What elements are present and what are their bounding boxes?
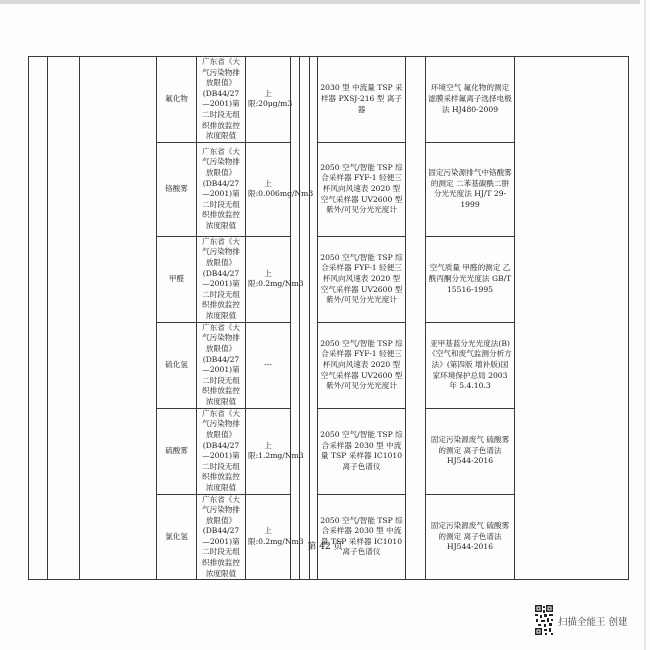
limit-cell: 上限:20μg/m3: [246, 57, 291, 143]
equipment-cell: 2050 空气/智能 TSP 综合采样器 FYF-1 轻便三杯风向风速表 2020 型 空气采样器 UV2600 型 紫外/可见分光光度计: [318, 236, 406, 322]
equipment-cell: 2050 空气/智能 TSP 综合采样器 2030 型 中流量 TSP 采样器 IC1010 离子色谱仪: [318, 494, 406, 580]
blank-cell: [310, 57, 318, 580]
scanner-watermark: 扫描全能王 创建: [558, 617, 628, 628]
method-cell: 空气质量 甲醛的测定 乙酰丙酮分光光度法 GB/T 15516-1995: [426, 236, 515, 322]
blank-cell: [406, 57, 426, 580]
method-cell: 固定污染源废气 硫酸雾的测定 离子色谱法 HJ544-2016: [426, 408, 515, 494]
qr-code-icon: [534, 604, 554, 636]
limit-cell: 上限:1.2mg/Nm3: [246, 408, 291, 494]
equipment-cell: 2050 空气/智能 TSP 综合采样器 FYF-1 轻便三杯风向风速表 2020 型 空气采样器 UV2600 型 紫外/可见分光光度计: [318, 142, 406, 236]
blank-cell: [515, 57, 629, 580]
method-cell: 亚甲基蓝分光光度法(B)《空气和废气监测分析方法》(第四版 增补版)国家环境保护总局 2003 年 5.4.10.3: [426, 322, 515, 408]
method-cell: 固定污染源废气 硫酸雾的测定 离子色谱法 HJ544-2016: [426, 494, 515, 580]
blank-cell: [300, 57, 310, 580]
standard-cell: 广东省《大气污染物排放限值》(DB44/27—2001)第二时段无组织排放监控浓度限值: [197, 408, 246, 494]
equipment-cell: 2030 型 中流量 TSP 采样器 PXSJ-216 型 离子器: [318, 57, 406, 143]
standard-cell: 广东省《大气污染物排放限值》(DB44/27—2001)第二时段无组织排放监控浓度限值: [197, 236, 246, 322]
limit-cell: 上限:0.006mg/Nm3: [246, 142, 291, 236]
page-number: 第 42 页: [307, 542, 343, 552]
pollutant-name: 硫酸雾: [157, 408, 197, 494]
standard-cell: 广东省《大气污染物排放限值》(DB44/27—2001)第二时段无组织排放监控浓度限值: [197, 322, 246, 408]
pollutant-name: 氯化氢: [157, 494, 197, 580]
standard-cell: 广东省《大气污染物排放限值》(DB44/27—2001)第二时段无组织排放监控浓度限值: [197, 57, 246, 143]
equipment-cell: 2050 空气/智能 TSP 综合采样器 2030 型 中流量 TSP 采样器 IC1010 离子色谱仪: [318, 408, 406, 494]
blank-cell: [29, 57, 48, 580]
table-row: [29, 57, 629, 143]
pollutant-name: 铬酸雾: [157, 142, 197, 236]
standard-cell: 广东省《大气污染物排放限值》(DB44/27—2001)第二时段无组织排放监控浓度限值: [197, 494, 246, 580]
monitoring-method-table: [28, 56, 629, 580]
blank-cell: [80, 57, 157, 580]
equipment-cell: 2050 空气/智能 TSP 综合采样器 FYF-1 轻便三杯风向风速表 2020 型 空气采样器 UV2600 型 紫外/可见分光光度计: [318, 322, 406, 408]
pollutant-name: 硫化氢: [157, 322, 197, 408]
method-cell: 环境空气 氟化物的测定 滤膜采样氟离子选择电极法 HJ480-2009: [426, 57, 515, 143]
pollutant-name: 甲醛: [157, 236, 197, 322]
limit-cell: ---: [246, 322, 291, 408]
method-cell: 固定污染源排气中铬酸雾的测定 二苯基碳酰二肼分光光度法 HJ/T 29-1999: [426, 142, 515, 236]
blank-cell: [48, 57, 80, 580]
pollutant-name: 氟化物: [157, 57, 197, 143]
limit-cell: 上限:0.2mg/Nm3: [246, 494, 291, 580]
standard-cell: 广东省《大气污染物排放限值》(DB44/27—2001)第二时段无组织排放监控浓度限值: [197, 142, 246, 236]
scan-top-edge: [0, 0, 640, 4]
blank-cell: [291, 57, 300, 580]
scan-right-edge: [644, 0, 646, 650]
limit-cell: 上限:0.2mg/Nm3: [246, 236, 291, 322]
